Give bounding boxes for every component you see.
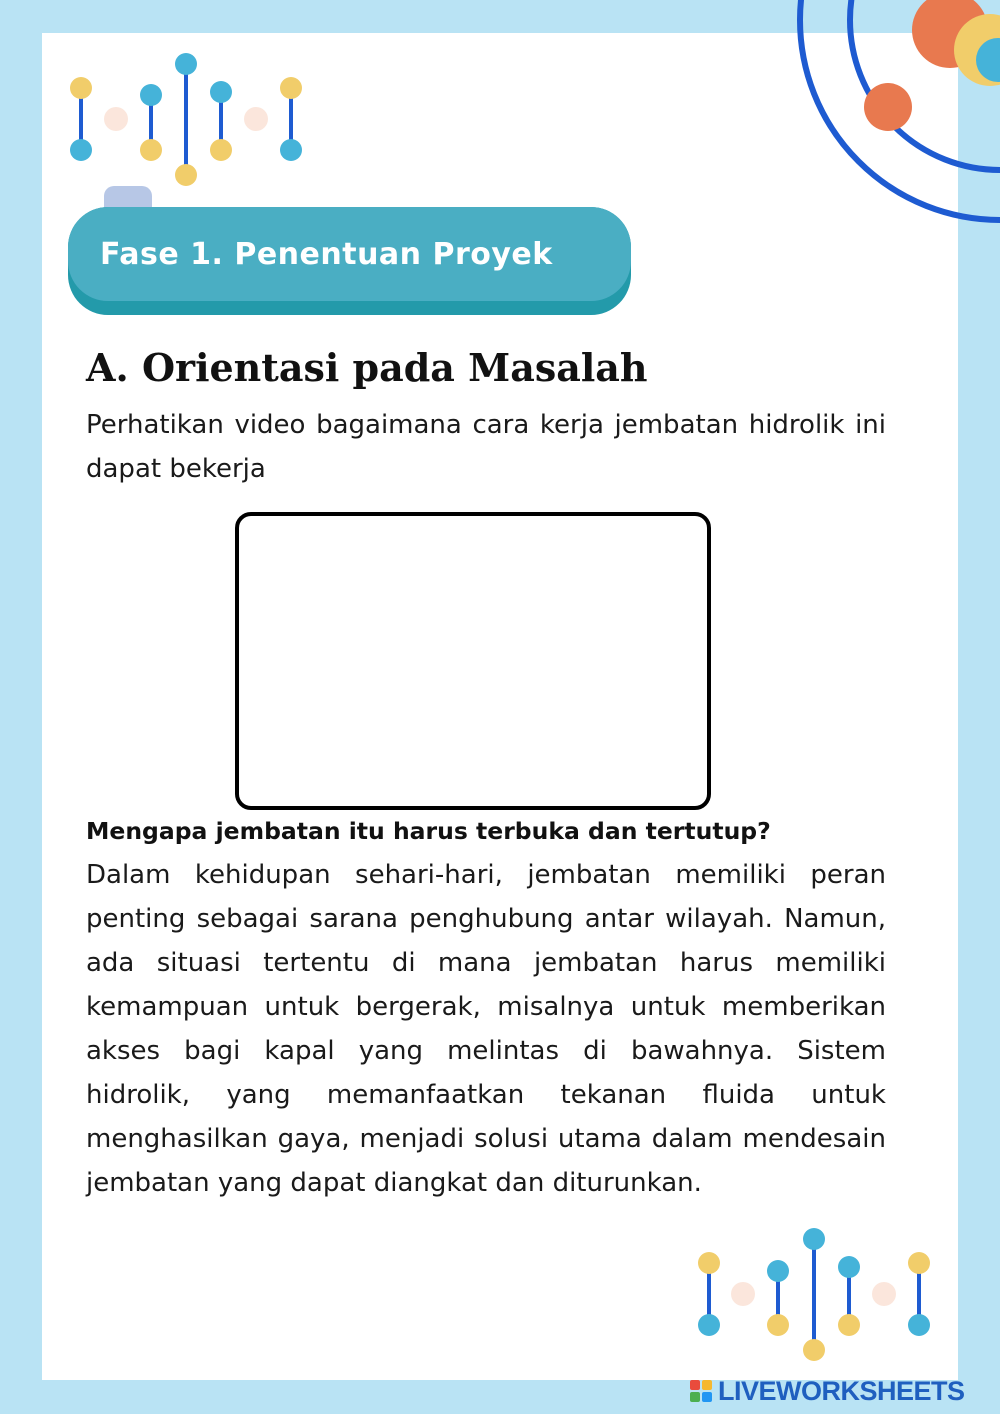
orbit-decoration-top-right — [760, 0, 1000, 230]
phase-banner — [68, 207, 631, 315]
liveworksheets-logo[interactable] — [690, 1376, 965, 1406]
molecule-decoration-top-left — [60, 45, 320, 195]
molecule-decoration-bottom-right — [688, 1222, 948, 1372]
section-heading: A. Orientasi pada Masalah — [86, 345, 648, 390]
question-text: Mengapa jembatan itu harus terbuka dan tertutup? — [86, 817, 771, 845]
body-paragraph: Dalam kehidupan sehari-hari, jembatan memiliki peran penting sebagai sarana penghubung antar wilayah. Namun, ada situasi tertentu di mana jembatan harus memiliki kemampuan untuk bergerak, misalnya untuk memberikan akses bagi kapal yang melintas di bawahnya. Sistem hidrolik, yang memanfaatkan tekanan fluida untuk menghasilkan gaya, menjadi solusi utama dalam mendesain jembatan yang dapat diangkat dan diturunkan. — [86, 860, 886, 1198]
phase-title: Fase 1. Penentuan Proyek — [100, 236, 553, 272]
liveworksheets-logo-icon — [690, 1380, 712, 1402]
video-placeholder[interactable] — [235, 512, 711, 810]
intro-text: Perhatikan video bagaimana cara kerja jembatan hidrolik ini dapat bekerja — [86, 410, 886, 484]
liveworksheets-brand: LIVEWORKSHEETS — [718, 1375, 965, 1406]
